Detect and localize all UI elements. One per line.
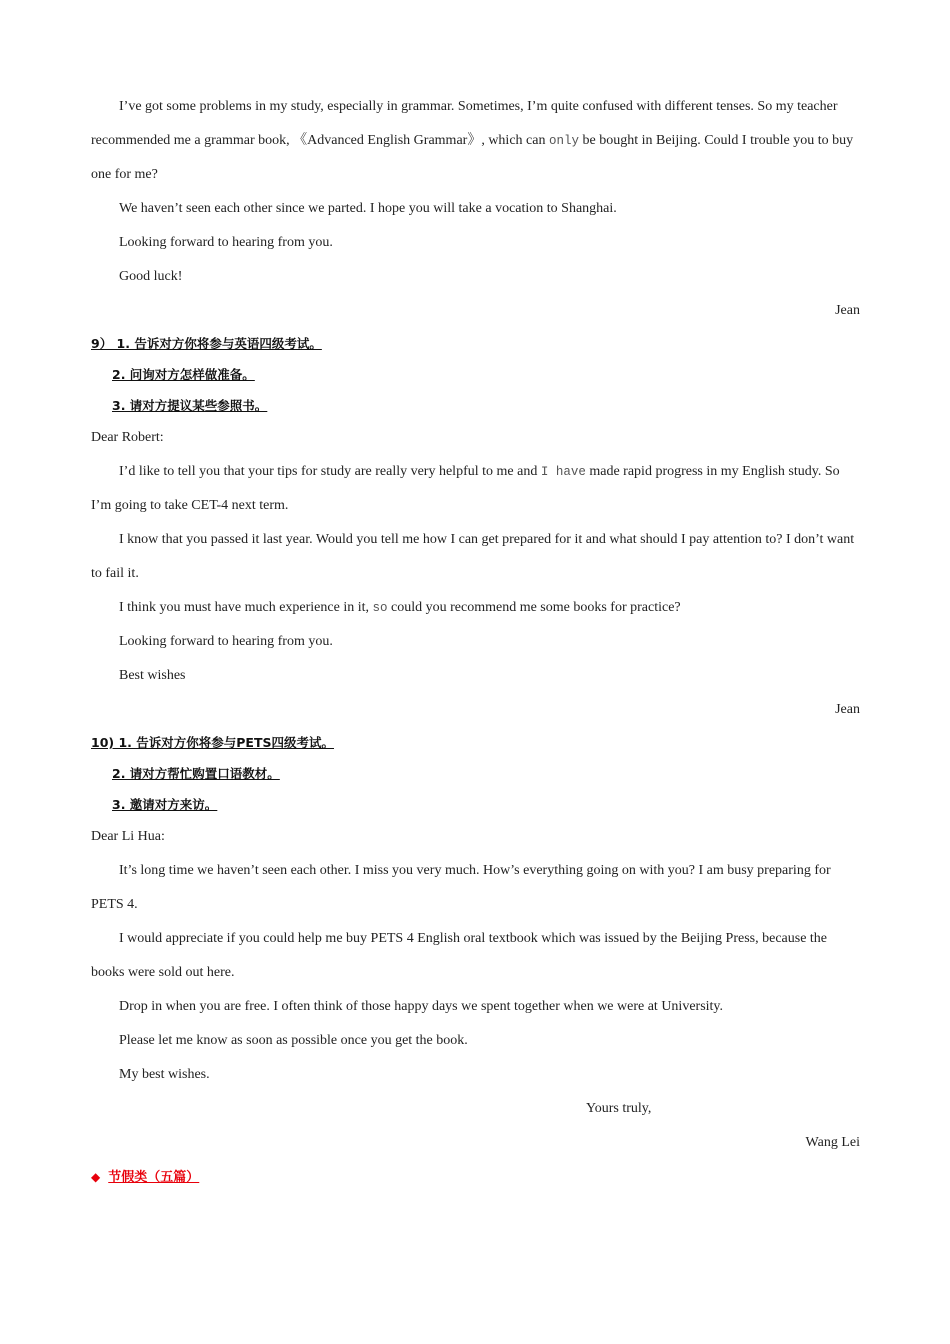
letter10-signature: Wang Lei bbox=[805, 1135, 860, 1150]
letter8-paragraph-4: Good luck! bbox=[119, 269, 183, 284]
letter9-paragraph-1: I’d like to tell you that your tips for study are really very helpful to me and I have made rapid progress in my English study. So I’m going to take CET-4 next term. bbox=[91, 464, 840, 513]
letter8-paragraph-1: I’ve got some problems in my study, especially in grammar. Sometimes, I’m quite confused with different tenses. So my teacher recommended me a grammar book, 《Advanced English Grammar》, which can only be bought in Beijing. Could I trouble you to buy one for me? bbox=[91, 99, 854, 182]
letter10-closing: Yours truly, bbox=[586, 1101, 652, 1116]
letter10-paragraph-3: Drop in when you are free. I often think of those happy days we spent together when we were at University. bbox=[119, 999, 724, 1014]
document-page bbox=[91, 90, 860, 1195]
task10-line-1: 10) 1. 告诉对方你将参与PETS四级考试。 bbox=[91, 735, 334, 750]
task10-line-3: 3. 邀请对方来访。 bbox=[112, 797, 218, 812]
letter9-greeting: Dear Robert: bbox=[91, 430, 164, 445]
inline-mono-text: I have bbox=[540, 465, 586, 479]
letter9-paragraph-4: Looking forward to hearing from you. bbox=[119, 634, 333, 649]
letter10-paragraph-5: My best wishes. bbox=[119, 1067, 210, 1082]
letter8-paragraph-2: We haven’t seen each other since we parted. I hope you will take a vocation to Shanghai. bbox=[119, 201, 617, 216]
letter10-paragraph-4: Please let me know as soon as possible once you get the book. bbox=[119, 1033, 468, 1048]
letter9-paragraph-3: I think you must have much experience in it, so could you recommend me some books for practice? bbox=[119, 600, 681, 615]
task9-line-2: 2. 问询对方怎样做准备。 bbox=[112, 367, 255, 382]
letter9-paragraph-5: Best wishes bbox=[119, 668, 186, 683]
task10-line-2: 2. 请对方帮忙购置口语教材。 bbox=[112, 766, 280, 781]
inline-mono-text: only bbox=[548, 134, 579, 148]
letter8-paragraph-3: Looking forward to hearing from you. bbox=[119, 235, 333, 250]
task9-line-1: 9） 1. 告诉对方你将参与英语四级考试。 bbox=[91, 336, 322, 351]
letter10-paragraph-1: It’s long time we haven’t seen each other. I miss you very much. How’s everything going on with you? I am busy preparing for PETS 4. bbox=[91, 863, 831, 912]
task9-line-3: 3. 请对方提议某些参照书。 bbox=[112, 398, 268, 413]
diamond-icon: ◆ bbox=[91, 1170, 101, 1184]
section-heading: ◆ 节假类（五篇） bbox=[91, 1170, 200, 1185]
letter9-paragraph-2: I know that you passed it last year. Would you tell me how I can get prepared for it and what should I pay attention to? I don’t want to fail it. bbox=[91, 532, 855, 581]
inline-mono-text: so bbox=[372, 601, 388, 615]
letter10-paragraph-2: I would appreciate if you could help me buy PETS 4 English oral textbook which was issued by the Beijing Press, because the books were sold out here. bbox=[91, 931, 828, 980]
letter10-greeting: Dear Li Hua: bbox=[91, 829, 165, 844]
letter8-signature: Jean bbox=[835, 303, 860, 318]
letter9-signature: Jean bbox=[835, 702, 860, 717]
